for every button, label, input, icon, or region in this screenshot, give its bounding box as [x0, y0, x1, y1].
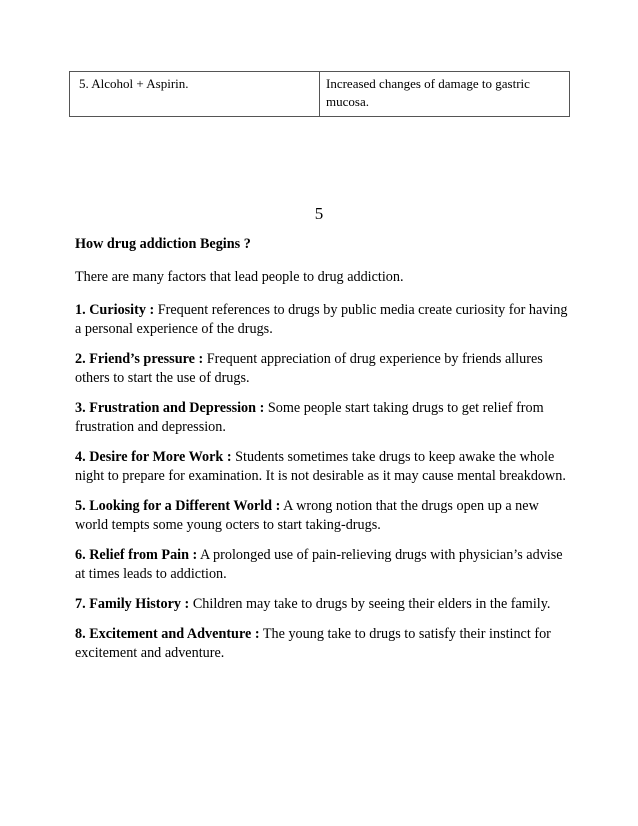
list-item	[75, 546, 575, 584]
list-item	[75, 595, 575, 614]
page-number: 5	[314, 204, 324, 223]
list-item	[75, 497, 575, 535]
item-title: 6. Relief from Pain :	[75, 547, 198, 563]
item-title: 7. Family History :	[75, 596, 190, 612]
item-title: 4. Desire for More Work :	[75, 449, 232, 465]
item-title: 5. Looking for a Different World :	[75, 498, 281, 514]
document-body	[75, 235, 575, 674]
intro-paragraph: There are many factors that lead people to drug addiction.	[75, 269, 404, 285]
list-item	[75, 399, 575, 437]
item-text: A wrong notion that the drugs open up a new world tempts some young octers to start taking-drugs.	[75, 498, 539, 533]
item-text: The young take to drugs to satisfy their instinct for excitement and adventure.	[75, 626, 551, 661]
item-title: 1. Curiosity :	[75, 302, 155, 318]
item-text: Students sometimes take drugs to keep awake the whole night to prepare for examination. It is not desirable as it may cause mental breakdown.	[75, 449, 566, 484]
section-heading: How drug addiction Begins ?	[75, 236, 251, 252]
item-text: Children may take to drugs by seeing their elders in the family.	[192, 596, 551, 612]
item-title: 8. Excitement and Adventure :	[75, 626, 260, 642]
list-item	[75, 301, 575, 339]
item-text: Some people start taking drugs to get relief from frustration and depression.	[75, 400, 544, 435]
item-text: Frequent appreciation of drug experience by friends allures others to start the use of drugs.	[75, 351, 543, 386]
table-cell-effect: Increased changes of damage to gastric mucosa.	[326, 76, 530, 109]
item-text: Frequent references to drugs by public media create curiosity for having a personal experience of the drugs.	[75, 302, 568, 337]
interaction-table-row	[69, 71, 570, 117]
list-item	[75, 350, 575, 388]
table-cell-drug-combination: 5. Alcohol + Aspirin.	[70, 72, 320, 116]
list-item	[75, 625, 575, 663]
list-item	[75, 448, 575, 486]
item-text: A prolonged use of pain-relieving drugs with physician’s advise at times leads to addiction.	[75, 547, 563, 582]
item-title: 2. Friend’s pressure :	[75, 351, 204, 367]
item-title: 3. Frustration and Depression :	[75, 400, 265, 416]
